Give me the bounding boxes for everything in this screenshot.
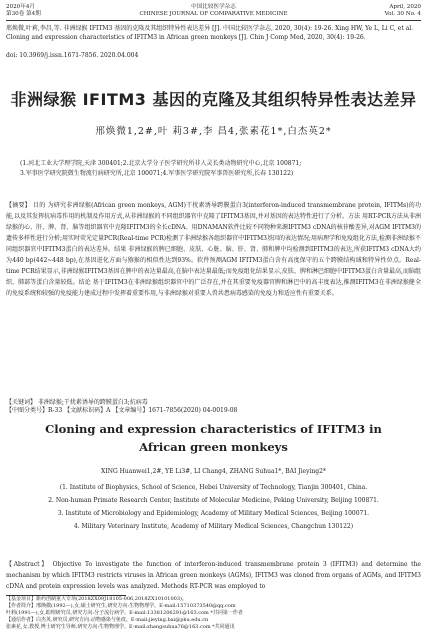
affiliation-en-line: 4. Military Veterinary Institute, Academy of Military Medical Sciences, Changchun 130122) [73,523,354,530]
citation: 邢焕微,叶莉,李昌,等. 非洲绿猴 IFITM3 基因的克隆及其组织特异性表达差异 [J]. 中国比较医学杂志, 2020, 30(4): 19-26. Xing HW, Ye L, Li C, et al. Cloning and expression characteristics of IFITM3 in African green monkeys [J]. Chin J Comp Med, 2020, 30(4): 19-26. [6,25,414,41]
title-chinese: 非洲绿猴 IFITM3 基因的克隆及其组织特异性表达差异 [10,90,417,109]
header-journal [6,4,421,18]
keywords-chinese: 【关键词】 非洲绿猴;干扰素诱导的跨膜蛋白3;抗病毒 [6,399,148,406]
header-issue-en [385,4,421,18]
abstract-chinese: 【摘要】 目的 为研究非洲绿猴(African green monkeys, AGM)干扰素诱导跨膜蛋白3(interferon-induced transmembrane protein, IFITMs)的功能,以及其发挥抗病毒作用的机制及作用方式,从非洲绿猴的不同组织器官中克隆了IFITM3基因,并对基因的表达特性进行了分析。方法 用RT-PCR方法从非洲绿猴的心、肝、脾、肾、脑等组织器官中克隆IFITM3的全长cDNA。用DNAMAN软件比较不同物种来源IFITM3 cDNA的核苷酸差异,对AGM IFITM3的遗传多样性进行分析;用实时荧光定量PCR(Real-time PCR)检测了非洲绿猴各组织器官中IFITM3基因的表达情况;用病理学和免疫组化方法,检测非洲绿猴不同组织器官中IFITM3蛋白的表达差异。结果 非洲绿猴的脾已细胞、皮肤、心脏、脑、肝、肾、肺和脾中均检测到IFITM3的表达,所获IFITM3 cDNA大约为440 bp(442~448 bp),在基因进化方面与猕猴的相似性达到93%。软件预测AGM IFITM3蛋白含有高度保守的五个跨膜结构域和特异性位点。Real-time PCR结果显示,非洲绿猴IFITM3基因在脾中的表达量最高,在脑中表达量最低;而免疫组化结果显示,皮肤、脾和淋巴细胞中IFITM3蛋白含量最高,而脑组织、肺部等蛋白含量较低。结论 基于IFITM3在非洲绿猴组织器官中的广泛存在,并在其重要免疫器官脾和淋巴中的高丰度表达,推测IFITM3在非洲绿猴健全的免疫系统和较强的免疫能力建成过程中发挥着重要作用,与非洲绿猴对重要人兽共患病毒感染的免疫力和适应性有重要关系。 [6,202,421,297]
footnote-line: 叶莉(1991—),女,助理研究员,研究方向:分子流行病学。E-mail:13381206291@163.com *共同第一作者 [6,610,243,616]
affiliation-cn-line: 3.军事医学研究院微生物流行病研究所,北京 100071;4.军事医学研究院军事兽医研究所,长春 130122) [20,170,294,177]
header-rule [6,20,421,21]
affiliations-english [6,481,421,533]
authors-chinese: 邢焕微1,2#,叶 莉3#,李 昌4,张素花1*,白杰英2* [95,126,332,137]
header-volume-cn: 第30卷 第4期 [6,11,41,17]
footnote-line: 【通信作者】白杰英,研究员,研究方向:动物感染与免疫。E-mail:jieying.bai@pku.edu.cn [6,617,209,623]
footnotes [6,596,421,631]
affiliation-en-line: 2. Non-human Primate Research Center, Institute of Molecular Medicine, Peking University, Beijing 100871. [48,497,379,504]
running-header [6,4,421,26]
abstract-english: 【Abstract】 Objective To investigate the function of interferon-induced transmembrane protein 3 (IFITM3) and determine the mechanism by which IFITM3 restricts viruses in African green monkeys (AGMs), IFITM3 was cloned from organs of AGMs, and IFITM3 cDNA and protein expression levels was analyzed. Methods RT-PCR was employed to [6,561,421,590]
affiliation-cn-line: (1.河北工业大学理学院,天津 300401;2.北京大学分子医学研究所非人灵长类动物研究中心,北京 100871; [20,160,302,167]
footnote-line: 张素花,女,教授,博士研究生导师,研究方向:生物物理学。E-mail:zhangsuhua76@163.com *共同通讯 [6,624,235,630]
header-volume-en: Vol. 30 No. 4 [384,11,421,17]
footnote-line: 【基金项目】新药创制重大专项(2018ZX09J18105-006,2018ZX10101003)。 [6,596,187,602]
footnote-line: 【作者简介】邢焕微(1992—),女,硕士研究生,研究方向:生物物理学。E-mail:15710373540@qq.com [6,603,236,609]
header-journal-en: CHINESE JOURNAL OF COMPARATIVE MEDICINE [139,11,288,17]
affiliation-en-line: (1. Institute of Biophysics, School of Science, Hebei University of Technology, Tianjin 300401, China. [59,484,368,491]
doi: doi: 10.3969/j.issn.1671-7856. 2020.04.004 [6,52,139,59]
authors-english: XING Huanwei1,2#, YE Li3#, LI Chang4, ZHANG Suhua1*, BAI Jieying2* [101,468,326,475]
header-date-en: April, 2020 [389,4,421,10]
affiliations-chinese [20,159,407,179]
affiliation-en-line: 3. Institute of Microbiology and Epidemiology, Academy of Military Medical Sciences, Beijing 100071. [57,510,370,517]
header-journal-cn: 中国比较医学杂志 [191,4,236,10]
classification-chinese: 【中图分类号】R-33 【文献标识码】A 【文章编号】1671-7856(2020) 04-0019-08 [6,407,238,414]
header-date-cn: 2020年4月 [6,4,35,10]
title-english: Cloning and expression characteristics of IFITM3 in African green monkeys [45,422,382,454]
